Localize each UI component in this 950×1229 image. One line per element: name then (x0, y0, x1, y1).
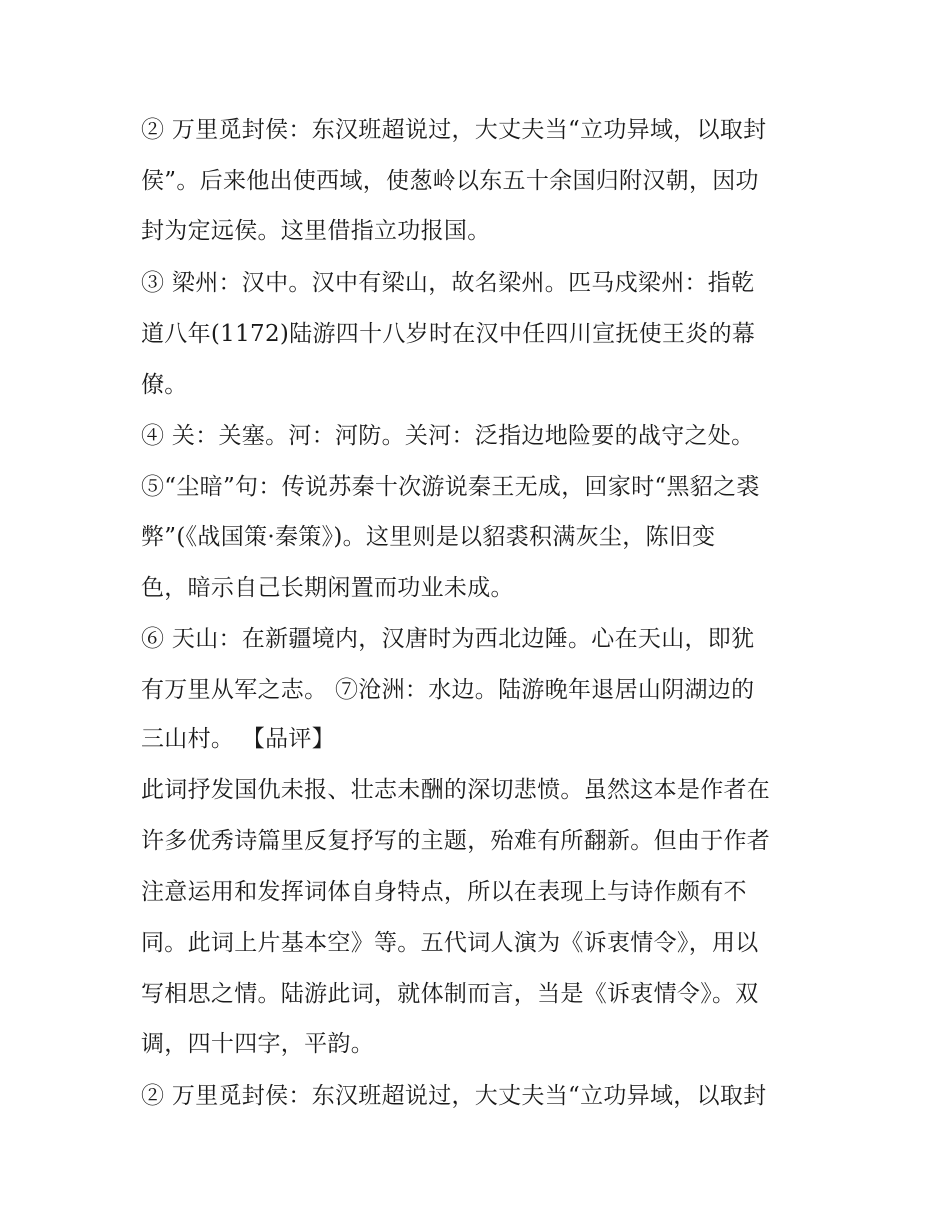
text-line: 有万里从军之志。 ⑦沧洲：水边。陆游晚年退居山阴湖边的 (141, 677, 755, 703)
text-line: 此词抒发国仇未报、壮志未酬的深切悲愤。虽然这本是作者在 (141, 777, 771, 803)
text-line: 写相思之情。陆游此词，就体制而言，当是《诉衷情令》。双 (141, 981, 759, 1007)
text-line: ④ 关：关塞。河：河防。关河：泛指边地险要的战守之处。 (141, 423, 755, 449)
text-line: 色，暗示自己长期闲置而功业未成。 (141, 575, 514, 601)
text-line: 侯”。后来他出使西域，使葱岭以东五十余国归附汉朝，因功 (141, 168, 759, 194)
text-line: 调，四十四字，平韵。 (141, 1031, 374, 1057)
text-line: 封为定远侯。这里借指立功报国。 (141, 218, 491, 244)
text-line: ② 万里觅封侯：东汉班超说过，大丈夫当“立功异域，以取封 (141, 1083, 767, 1109)
text-line: ⑥ 天山：在新疆境内，汉唐时为西北边陲。心在天山，即犹 (141, 626, 755, 652)
text-line: 僚。 (141, 372, 188, 398)
text-line: ⑤“尘暗”句：传说苏秦十次游说秦王无成，回家时“黑貂之裘 (141, 474, 760, 500)
text-line: 同。此词上片基本空》等。五代词人演为《诉衷情令》，用以 (141, 930, 759, 956)
text-line: 三山村。 【品评】 (141, 726, 336, 752)
text-line: ③ 梁州：汉中。汉中有梁山，故名梁州。匹马戍梁州：指乾 (141, 270, 755, 296)
text-line: 注意运用和发挥词体自身特点，所以在表现上与诗作颇有不 (141, 879, 747, 905)
text-line: ② 万里觅封侯：东汉班超说过，大丈夫当“立功异域，以取封 (141, 117, 767, 143)
text-line: 道八年(1172)陆游四十八岁时在汉中任四川宣抚使王炎的幕 (141, 321, 756, 347)
text-line: 弊”(《战国策·秦策》)。这里则是以貂裘积满灰尘，陈旧变 (141, 524, 716, 550)
text-line: 许多优秀诗篇里反复抒写的主题，殆难有所翻新。但由于作者 (141, 828, 771, 854)
